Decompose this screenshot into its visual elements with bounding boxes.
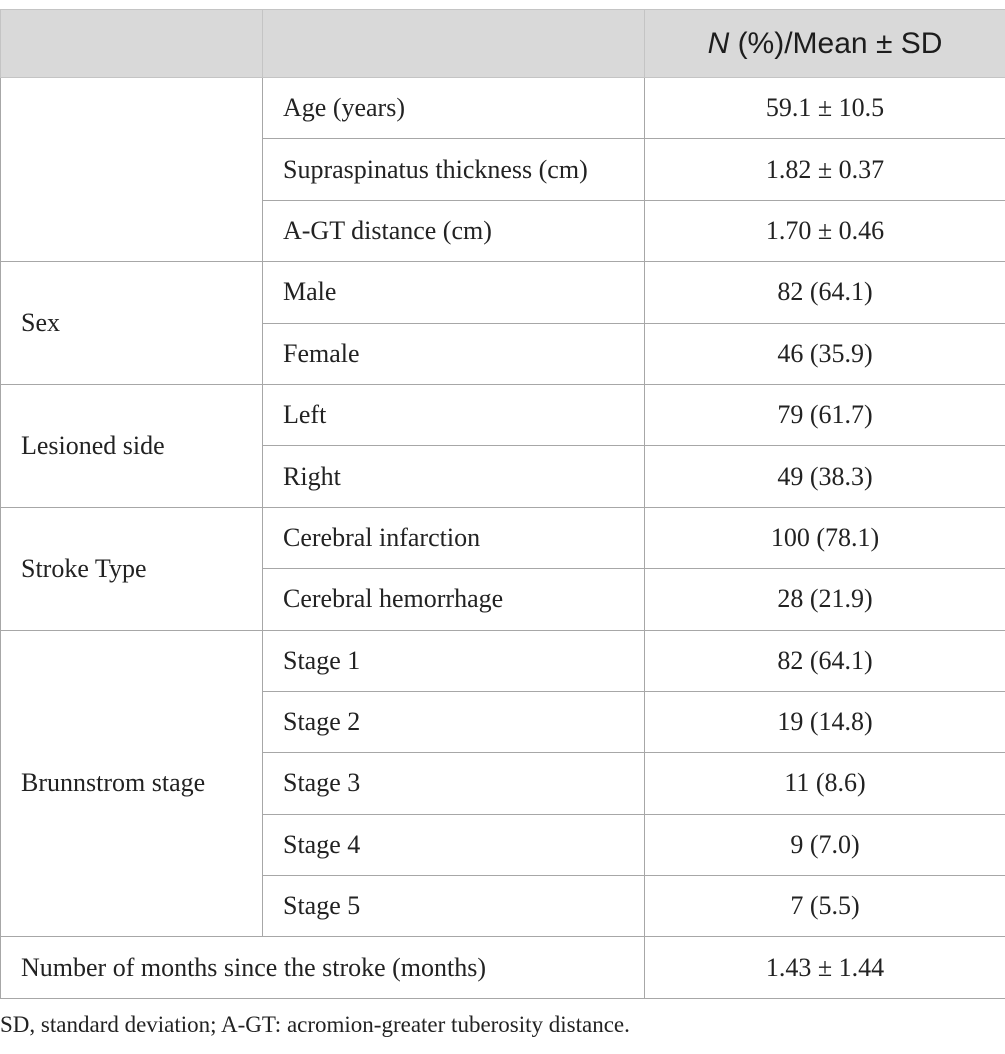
table-footnote: SD, standard deviation; A-GT: acromion-greater tuberosity distance. — [0, 1012, 630, 1037]
item-cell: Age (years) — [263, 78, 645, 139]
header-value-label: (%)/Mean ± SD — [729, 26, 943, 60]
value-cell: 46 (35.9) — [645, 323, 1005, 384]
header-row — [1, 10, 1005, 78]
item-cell: Stage 3 — [263, 753, 645, 814]
item-cell: Stage 4 — [263, 814, 645, 875]
table-body — [1, 78, 1005, 999]
item-cell: Female — [263, 323, 645, 384]
value-cell: 1.70 ± 0.46 — [645, 200, 1005, 261]
table-row — [1, 507, 1005, 568]
group-cell-brunnstrom-stage: Brunnstrom stage — [1, 630, 263, 937]
group-cell-continuous — [1, 78, 263, 262]
table-row — [1, 262, 1005, 323]
table-row — [1, 78, 1005, 139]
item-cell: Cerebral infarction — [263, 507, 645, 568]
value-cell: 82 (64.1) — [645, 630, 1005, 691]
value-cell: 11 (8.6) — [645, 753, 1005, 814]
value-cell: 82 (64.1) — [645, 262, 1005, 323]
group-cell-stroke-type: Stroke Type — [1, 507, 263, 630]
header-cell-value — [645, 10, 1005, 78]
table-row — [1, 384, 1005, 445]
item-cell: Supraspinatus thickness (cm) — [263, 139, 645, 200]
value-cell: 9 (7.0) — [645, 814, 1005, 875]
value-cell: 7 (5.5) — [645, 876, 1005, 937]
item-cell: Stage 1 — [263, 630, 645, 691]
header-n-label: N — [707, 26, 730, 60]
header-cell-item — [263, 10, 645, 78]
table-row — [1, 937, 1005, 999]
value-cell: 59.1 ± 10.5 — [645, 78, 1005, 139]
group-cell-sex: Sex — [1, 262, 263, 385]
item-cell: Stage 5 — [263, 876, 645, 937]
item-cell: Stage 2 — [263, 691, 645, 752]
item-cell: Right — [263, 446, 645, 507]
item-cell: Cerebral hemorrhage — [263, 569, 645, 630]
value-cell: 49 (38.3) — [645, 446, 1005, 507]
value-cell: 19 (14.8) — [645, 691, 1005, 752]
value-cell: 1.82 ± 0.37 — [645, 139, 1005, 200]
table-header — [1, 10, 1005, 78]
value-cell: 28 (21.9) — [645, 569, 1005, 630]
item-cell: A-GT distance (cm) — [263, 200, 645, 261]
item-cell: Left — [263, 384, 645, 445]
value-cell: 1.43 ± 1.44 — [645, 937, 1005, 999]
item-cell: Male — [263, 262, 645, 323]
characteristics-table — [0, 9, 1005, 999]
group-cell-months-since-stroke: Number of months since the stroke (months) — [1, 937, 645, 999]
value-cell: 79 (61.7) — [645, 384, 1005, 445]
group-cell-lesioned-side: Lesioned side — [1, 384, 263, 507]
value-cell: 100 (78.1) — [645, 507, 1005, 568]
header-cell-group — [1, 10, 263, 78]
table-row — [1, 630, 1005, 691]
